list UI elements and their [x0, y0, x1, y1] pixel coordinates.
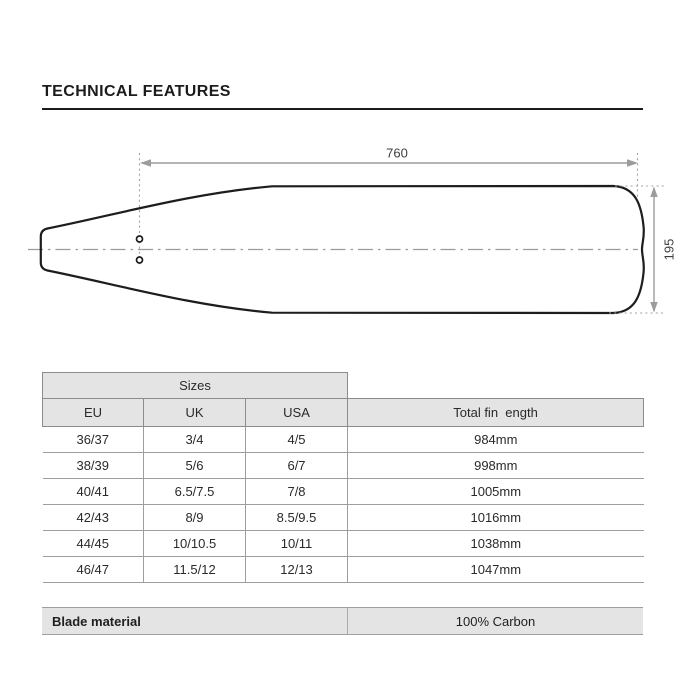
fin-technical-drawing: [0, 130, 700, 335]
cell-usa: 8.5/9.5: [246, 505, 348, 531]
cell-usa: 10/11: [246, 531, 348, 557]
column-header-eu: EU: [43, 399, 144, 427]
blade-material-label: Blade material: [42, 608, 348, 634]
cell-uk: 6.5/7.5: [144, 479, 246, 505]
cell-uk: 5/6: [144, 453, 246, 479]
cell-usa: 4/5: [246, 427, 348, 453]
arrow-down-icon: [650, 302, 657, 313]
header-spacer: [348, 373, 644, 399]
table-column-header-row: [43, 399, 644, 427]
blade-material-value: 100% Carbon: [455, 613, 536, 629]
table-row: [43, 453, 644, 479]
cell-total-length: 1005mm: [348, 479, 644, 505]
cell-usa: 7/8: [246, 479, 348, 505]
blade-material-row: [42, 607, 643, 635]
table-row: [43, 531, 644, 557]
length-dimension: [140, 146, 638, 167]
cell-eu: 38/39: [43, 453, 144, 479]
column-header-usa: USA: [246, 399, 348, 427]
cell-total-length: 1038mm: [348, 531, 644, 557]
cell-usa: 12/13: [246, 557, 348, 583]
table-row: [43, 557, 644, 583]
cell-usa: 6/7: [246, 453, 348, 479]
cell-uk: 10/10.5: [144, 531, 246, 557]
screw-hole-top: [137, 236, 143, 242]
length-dimension-label: 760: [386, 145, 408, 161]
screw-hole-bottom: [137, 257, 143, 263]
title-rule: [42, 108, 643, 110]
cell-eu: 36/37: [43, 427, 144, 453]
cell-total-length: 998mm: [348, 453, 644, 479]
table-row: [43, 505, 644, 531]
table-row: [43, 427, 644, 453]
cell-eu: 46/47: [43, 557, 144, 583]
table-row: [43, 479, 644, 505]
column-header-total-length: Total fin ength: [348, 399, 644, 427]
cell-uk: 3/4: [144, 427, 246, 453]
cell-eu: 44/45: [43, 531, 144, 557]
cell-eu: 42/43: [43, 505, 144, 531]
page-title: TECHNICAL FEATURES: [42, 83, 231, 100]
cell-uk: 8/9: [144, 505, 246, 531]
cell-total-length: 1047mm: [348, 557, 644, 583]
width-dimension: [650, 187, 676, 313]
sizes-table: [42, 372, 644, 583]
cell-total-length: 1016mm: [348, 505, 644, 531]
arrow-left-icon: [140, 159, 151, 167]
cell-uk: 11.5/12: [144, 557, 246, 583]
column-header-uk: UK: [144, 399, 246, 427]
arrow-right-icon: [627, 159, 638, 167]
width-dimension-label: 195: [661, 238, 677, 261]
arrow-up-icon: [650, 187, 657, 198]
cell-total-length: 984mm: [348, 427, 644, 453]
cell-eu: 40/41: [43, 479, 144, 505]
table-group-header-row: [43, 373, 644, 399]
sizes-group-header: Sizes: [43, 373, 348, 399]
